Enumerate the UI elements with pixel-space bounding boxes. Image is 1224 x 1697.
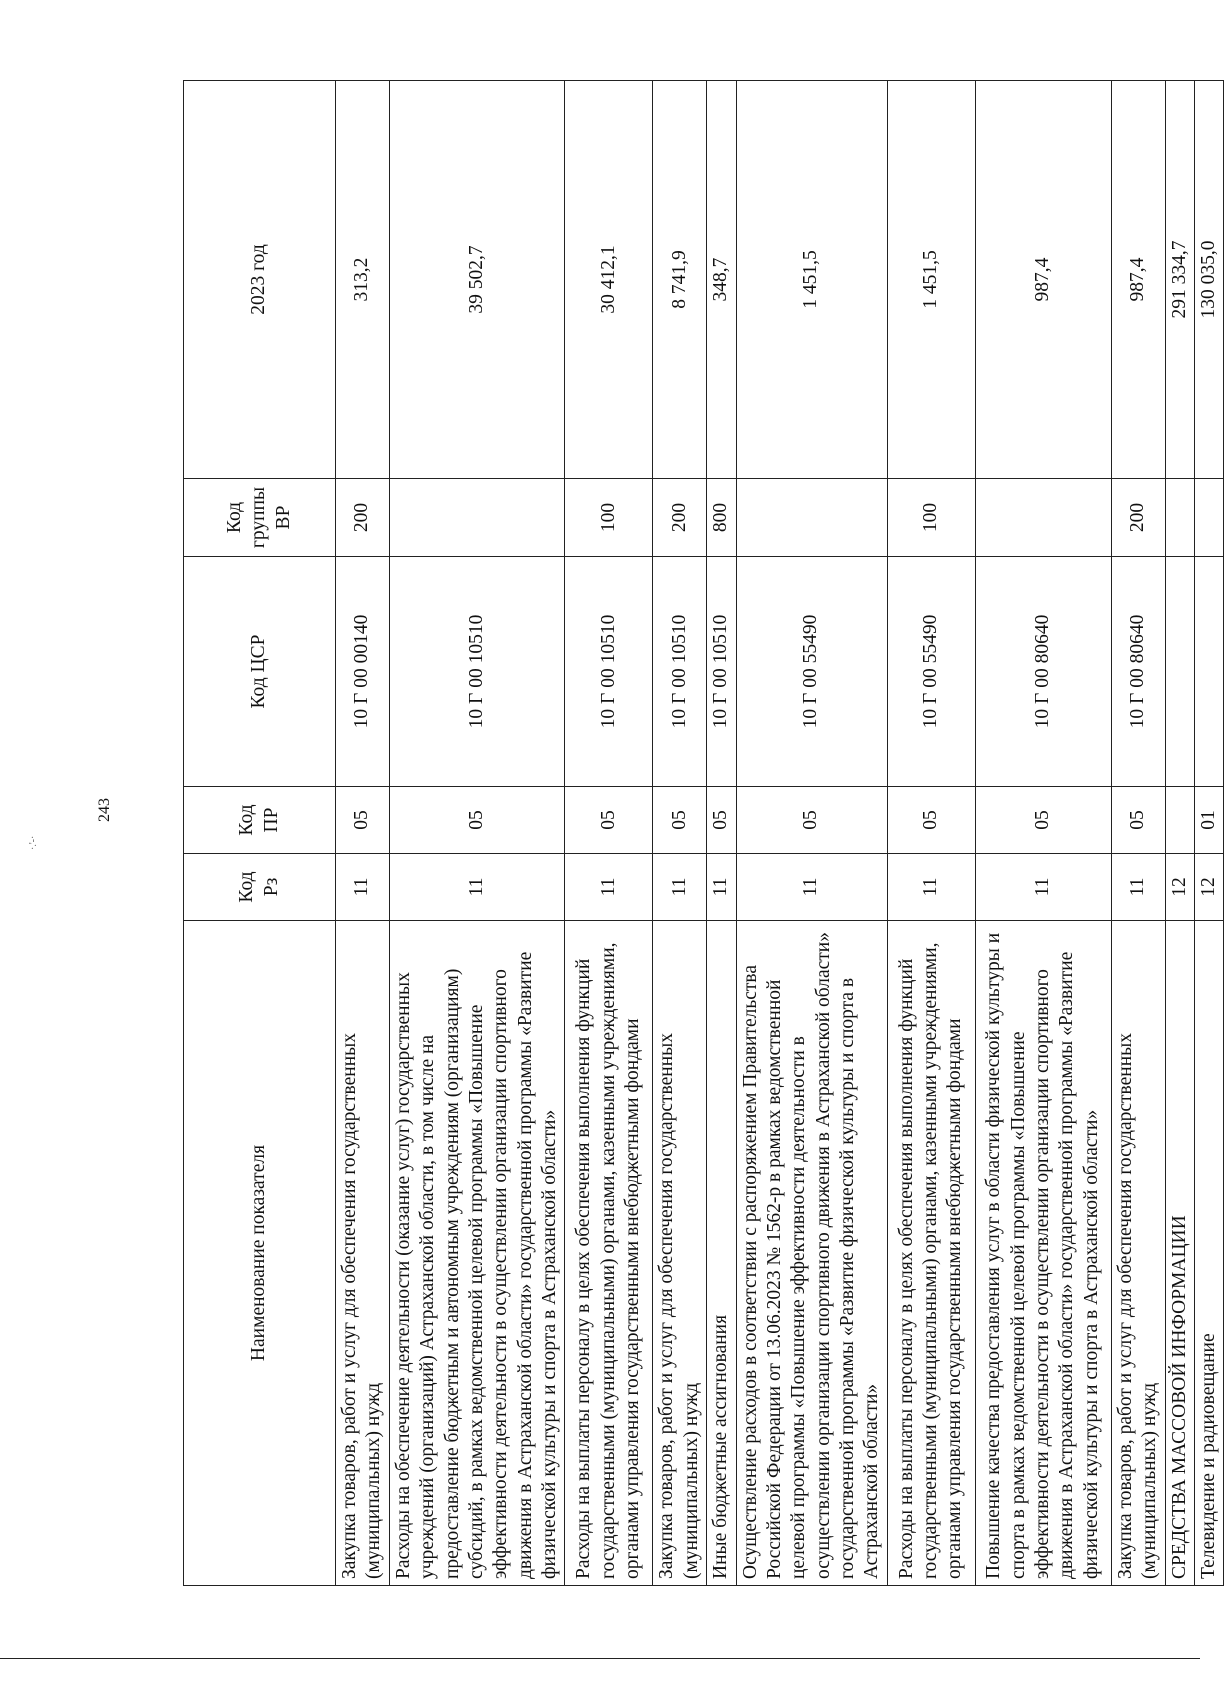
table-row — [565, 81, 653, 1586]
row-name: Телевидение и радиовещание — [1194, 921, 1223, 1586]
table-row — [887, 81, 975, 1586]
bottom-rule — [0, 1658, 1200, 1659]
row-name: Закупка товаров, работ и услуг для обеспечения государственных (муниципальных) нужд — [1111, 921, 1165, 1586]
row-vr — [975, 479, 1111, 557]
row-rz: 11 — [565, 854, 653, 921]
row-amount: 130 035,0 — [1194, 81, 1223, 479]
table-row — [389, 81, 565, 1586]
row-csr: 10 Г 00 55490 — [736, 557, 887, 787]
row-pr — [1165, 787, 1194, 854]
page-number: 243 — [96, 798, 113, 822]
header-name: Наименование показателя — [184, 921, 336, 1586]
row-name: Закупка товаров, работ и услуг для обеспечения государственных (муниципальных) нужд — [336, 921, 390, 1586]
row-pr: 05 — [975, 787, 1111, 854]
row-pr: 05 — [336, 787, 390, 854]
row-vr: 200 — [653, 479, 707, 557]
header-pr: Код ПР — [184, 787, 336, 854]
table-row — [336, 81, 390, 1586]
row-vr: 800 — [707, 479, 736, 557]
row-amount: 8 741,9 — [653, 81, 707, 479]
row-name: Расходы на обеспечение деятельности (оказание услуг) государственных учреждений (организаций) Астраханской области, в том числе на предоставление бюджетным и автономным учреждениям (организациям) субсидий, в рамках ведомственной целевой программы «Повышение эффективности деятельности в осуществлении организации спортивного движения в Астраханской области» государственной программы «Развитие физической культуры и спорта в Астраханской области» — [389, 921, 565, 1586]
row-rz: 11 — [389, 854, 565, 921]
row-csr: 10 Г 00 10510 — [653, 557, 707, 787]
row-name: Расходы на выплаты персоналу в целях обеспечения выполнения функций государственными (муниципальными) органами, казенными учреждениями, органами управления государственными внебюджетными фондами — [565, 921, 653, 1586]
row-pr: 05 — [653, 787, 707, 854]
row-pr: 05 — [707, 787, 736, 854]
row-vr — [736, 479, 887, 557]
row-pr: 05 — [887, 787, 975, 854]
table-row — [707, 81, 736, 1586]
row-pr: 05 — [389, 787, 565, 854]
row-rz: 11 — [707, 854, 736, 921]
row-rz: 11 — [336, 854, 390, 921]
scan-speck: ·.'-· — [28, 835, 39, 850]
row-name: Повышение качества предоставления услуг в области физической культуры и спорта в рамках ведомственной целевой программы «Повышение эффективности деятельности в осуществлении организации спортивного движения в Астраханской области» государственной программы «Развитие физической культуры и спорта в Астраханской области» — [975, 921, 1111, 1586]
row-vr — [1194, 479, 1223, 557]
row-amount: 1 451,5 — [887, 81, 975, 479]
row-csr — [1165, 557, 1194, 787]
row-pr: 05 — [565, 787, 653, 854]
row-csr: 10 Г 00 00140 — [336, 557, 390, 787]
table-row — [1194, 81, 1223, 1586]
row-rz: 11 — [736, 854, 887, 921]
header-rz: Код Рз — [184, 854, 336, 921]
table-row — [1111, 81, 1165, 1586]
row-name: Закупка товаров, работ и услуг для обеспечения государственных (муниципальных) нужд — [653, 921, 707, 1586]
row-vr: 100 — [565, 479, 653, 557]
row-pr: 05 — [1111, 787, 1165, 854]
row-csr: 10 Г 00 80640 — [1111, 557, 1165, 787]
row-csr — [1194, 557, 1223, 787]
row-csr: 10 Г 00 55490 — [887, 557, 975, 787]
row-amount: 987,4 — [1111, 81, 1165, 479]
row-amount: 291 334,7 — [1165, 81, 1194, 479]
table-row — [653, 81, 707, 1586]
table-row — [975, 81, 1111, 1586]
row-name: Осуществление расходов в соответствии с распоряжением Правительства Российской Федерации от 13.06.2023 № 1562-р в рамках ведомственной целевой программы «Повышение эффективности деятельности в осуществлении организации спортивного движения в Астраханской области» государственной программы «Развитие физической культуры и спорта в Астраханской области» — [736, 921, 887, 1586]
row-rz: 11 — [653, 854, 707, 921]
row-rz: 11 — [975, 854, 1111, 921]
table-header-row — [184, 81, 336, 1586]
row-pr: 01 — [1194, 787, 1223, 854]
row-csr: 10 Г 00 10510 — [565, 557, 653, 787]
row-name: СРЕДСТВА МАССОВОЙ ИНФОРМАЦИИ — [1165, 921, 1194, 1586]
row-amount: 313,2 — [336, 81, 390, 479]
row-name: Иные бюджетные ассигнования — [707, 921, 736, 1586]
row-amount: 987,4 — [975, 81, 1111, 479]
row-vr — [389, 479, 565, 557]
row-csr: 10 Г 00 80640 — [975, 557, 1111, 787]
budget-table — [183, 80, 1224, 1586]
row-vr: 200 — [336, 479, 390, 557]
row-amount: 1 451,5 — [736, 81, 887, 479]
header-csr: Код ЦСР — [184, 557, 336, 787]
row-amount: 39 502,7 — [389, 81, 565, 479]
row-vr — [1165, 479, 1194, 557]
row-name: Расходы на выплаты персоналу в целях обеспечения выполнения функций государственными (муниципальными) органами, казенными учреждениями, органами управления государственными внебюджетными фондами — [887, 921, 975, 1586]
header-year: 2023 год — [184, 81, 336, 479]
row-rz: 12 — [1194, 854, 1223, 921]
row-pr: 05 — [736, 787, 887, 854]
row-vr: 100 — [887, 479, 975, 557]
row-vr: 200 — [1111, 479, 1165, 557]
row-amount: 348,7 — [707, 81, 736, 479]
row-csr: 10 Г 00 10510 — [389, 557, 565, 787]
table-row — [736, 81, 887, 1586]
budget-table-container — [183, 81, 1219, 1586]
row-rz: 12 — [1165, 854, 1194, 921]
row-csr: 10 Г 00 10510 — [707, 557, 736, 787]
row-rz: 11 — [1111, 854, 1165, 921]
row-rz: 11 — [887, 854, 975, 921]
header-vr: Код группы ВР — [184, 479, 336, 557]
table-row — [1165, 81, 1194, 1586]
row-amount: 30 412,1 — [565, 81, 653, 479]
